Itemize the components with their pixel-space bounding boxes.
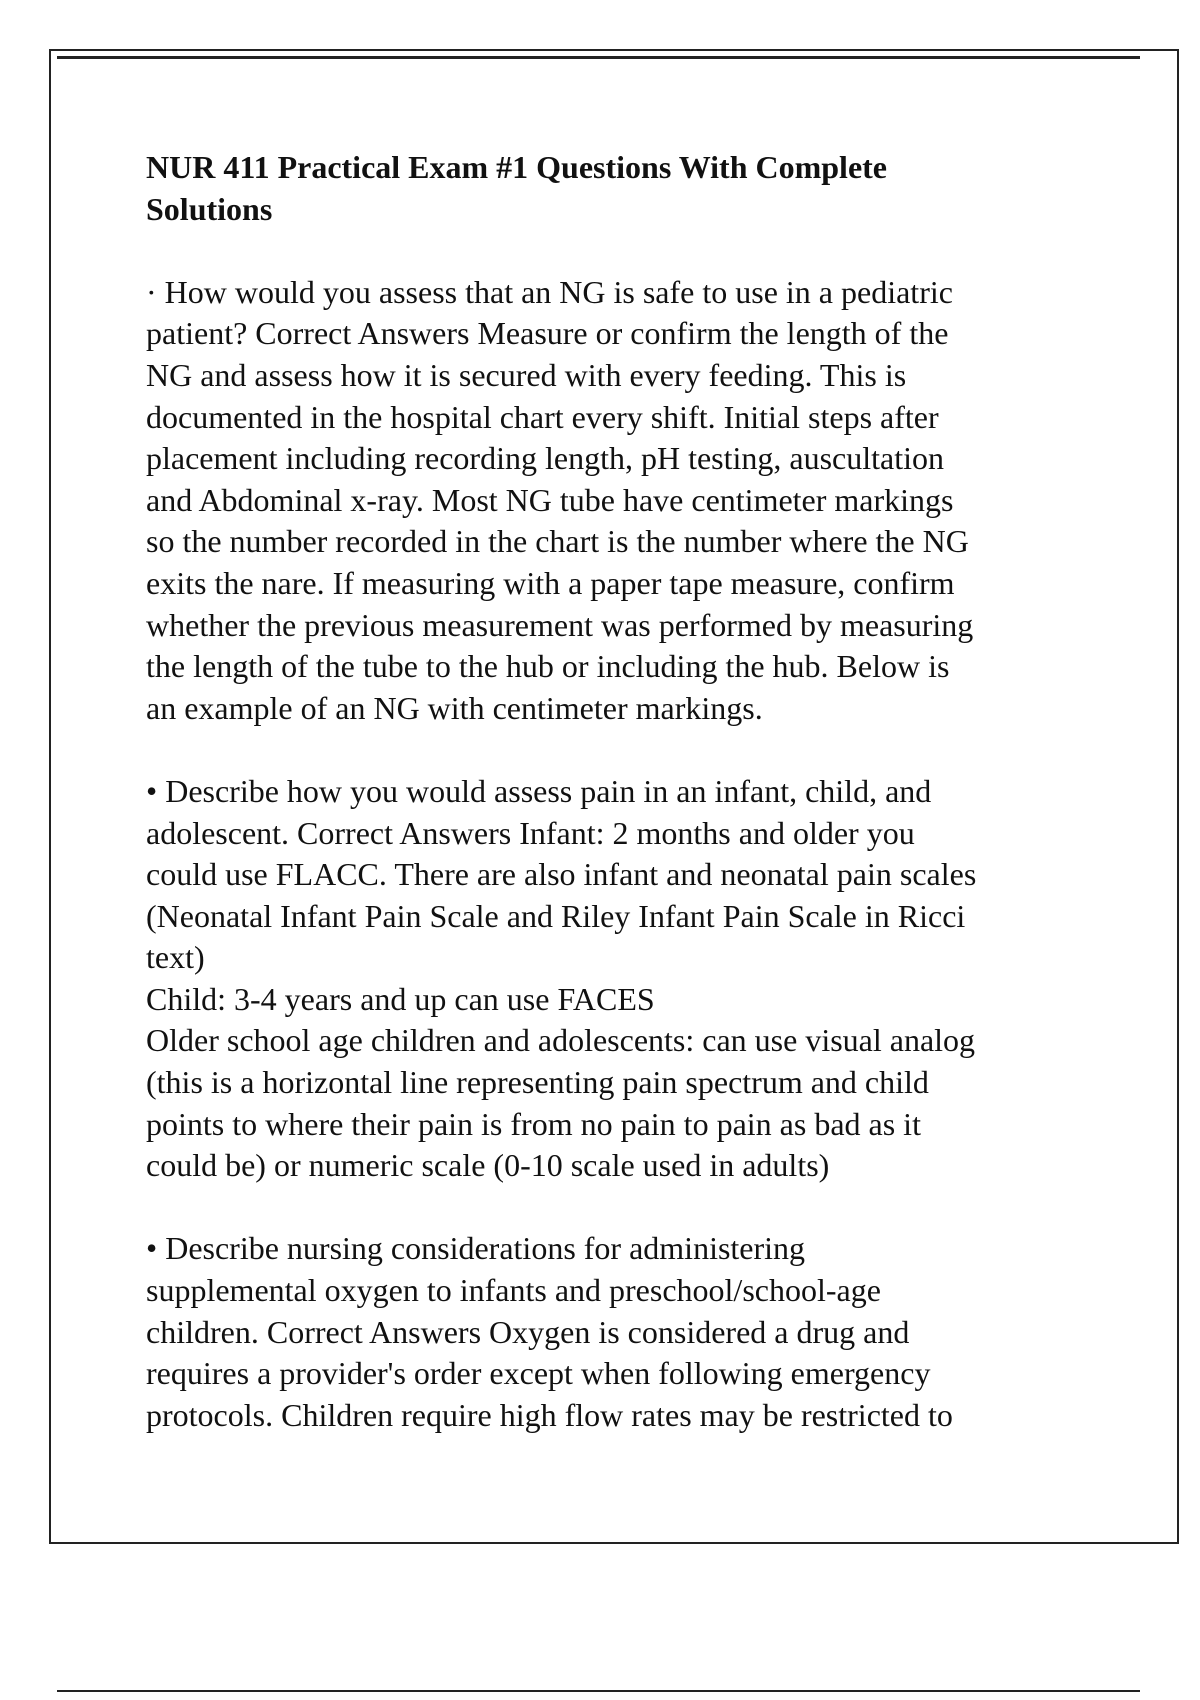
paragraph-line: an example of an NG with centimeter markings. xyxy=(146,689,763,726)
paragraph-line: could use FLACC. There are also infant and neonatal pain scales xyxy=(146,856,977,893)
paragraph-line: protocols. Children require high flow rates may be restricted to xyxy=(146,1396,953,1433)
paragraph-line: could be) or numeric scale (0-10 scale used in adults) xyxy=(146,1147,830,1184)
paragraph-line: points to where their pain is from no pain to pain as bad as it xyxy=(146,1105,921,1142)
paragraph-line: adolescent. Correct Answers Infant: 2 months and older you xyxy=(146,814,915,851)
paragraph-spacer xyxy=(146,729,1146,771)
paragraph-line: so the number recorded in the chart is the number where the NG xyxy=(146,523,969,560)
paragraph-line: supplemental oxygen to infants and preschool/school-age xyxy=(146,1272,881,1309)
paragraph-line: (this is a horizontal line representing pain spectrum and child xyxy=(146,1064,929,1101)
paragraph-line: text) xyxy=(146,939,205,976)
paragraph-line: (Neonatal Infant Pain Scale and Riley Infant Pain Scale in Ricci xyxy=(146,897,966,934)
header-rule xyxy=(57,56,1140,59)
question-paragraph xyxy=(146,1228,1146,1436)
paragraph-spacer xyxy=(146,1187,1146,1229)
paragraph-line: NG and assess how it is secured with every feeding. This is xyxy=(146,356,907,393)
paragraph-line: requires a provider's order except when following emergency xyxy=(146,1355,931,1392)
title-line: NUR 411 Practical Exam #1 Questions With Complete xyxy=(146,149,887,185)
paragraph-line: children. Correct Answers Oxygen is considered a drug and xyxy=(146,1313,910,1350)
question-paragraph xyxy=(146,272,1146,730)
paragraph-line: documented in the hospital chart every shift. Initial steps after xyxy=(146,398,939,435)
footer-rule xyxy=(57,1690,1140,1692)
paragraph-spacer xyxy=(146,230,1146,272)
paragraph-line: the length of the tube to the hub or including the hub. Below is xyxy=(146,648,950,685)
question-paragraph xyxy=(146,771,1146,1187)
paragraph-line: Child: 3-4 years and up can use FACES xyxy=(146,980,655,1017)
title-line: Solutions xyxy=(146,190,273,227)
paragraph-line: placement including recording length, pH testing, auscultation xyxy=(146,440,945,477)
document-title xyxy=(146,147,1146,230)
paragraph-line: and Abdominal x-ray. Most NG tube have centimeter markings xyxy=(146,481,954,518)
paragraph-line: exits the nare. If measuring with a paper tape measure, confirm xyxy=(146,564,955,601)
paragraph-line: · How would you assess that an NG is safe to use in a pediatric xyxy=(146,273,953,310)
document-body xyxy=(146,147,1146,1436)
paragraph-line: patient? Correct Answers Measure or confirm the length of the xyxy=(146,315,949,352)
paragraph-line: • Describe how you would assess pain in an infant, child, and xyxy=(146,772,932,809)
paragraph-line: whether the previous measurement was performed by measuring xyxy=(146,606,974,643)
paragraph-line: Older school age children and adolescents: can use visual analog xyxy=(146,1022,976,1059)
paragraph-line: • Describe nursing considerations for administering xyxy=(146,1230,806,1267)
